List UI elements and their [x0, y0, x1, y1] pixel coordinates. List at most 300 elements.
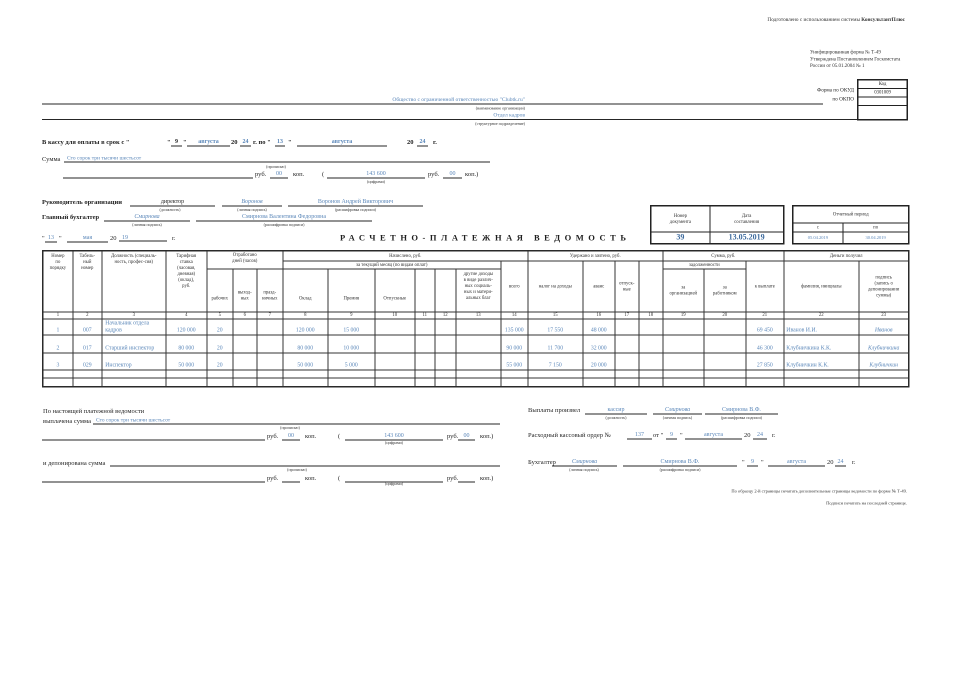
column-number: 22	[784, 312, 859, 319]
header-salary: Оклад	[283, 269, 328, 312]
column-numbers-row	[43, 312, 909, 319]
cell-amount-to-pay	[746, 378, 784, 387]
cell-bonus	[328, 370, 375, 378]
paid-digits-kop: 00	[458, 431, 475, 441]
cell-position: Начальник отдела кадров	[102, 319, 166, 335]
amount-digits-kop: 00	[443, 169, 462, 179]
period-to-label: г. по "	[253, 138, 271, 146]
cell-days-holiday	[257, 378, 283, 387]
payroll-table	[42, 250, 910, 388]
amount-words-continuation	[63, 169, 253, 179]
column-number: 1	[43, 312, 73, 319]
accountant-full-name: Смирнова В.Ф.	[623, 457, 737, 467]
cell-salary: 80 000	[283, 335, 328, 353]
organization-line	[42, 104, 823, 105]
cell-accrual-extra-2	[435, 335, 456, 353]
cell-days-worked: 20	[207, 353, 233, 370]
cash-order-day: 9	[666, 430, 677, 440]
cell-income-tax: 17 550	[528, 319, 583, 335]
kop-label: коп.	[305, 474, 317, 482]
cell-position: Инспектор	[102, 353, 166, 370]
code-header: Код	[858, 80, 908, 89]
kop-close-label: коп.)	[465, 170, 479, 178]
head-name-caption: (расшифровка подписи)	[335, 207, 376, 212]
cell-position	[102, 370, 166, 378]
header-vacation-pay: Отпускные	[375, 269, 415, 312]
cell-income-tax	[528, 370, 583, 378]
header-withheld-group: Удержано и зачтено, руб.	[528, 251, 663, 261]
cell-deduction-extra	[639, 353, 663, 370]
cell-debt-by-employee	[704, 370, 746, 378]
cell-tariff-rate	[166, 378, 207, 387]
cashier-full-name: Смирнова В.Ф.	[705, 405, 778, 415]
rub-label: руб.	[428, 170, 440, 178]
cell-days-weekend	[233, 353, 257, 370]
column-number: 2	[73, 312, 102, 319]
cell-days-holiday	[257, 353, 283, 370]
header-other-income: другие доходы в виде различ- ных социаль- ных и матери- альных благ	[456, 269, 501, 312]
okpo-label: по ОКПО	[832, 96, 854, 102]
cell-row-number	[43, 370, 73, 378]
deposited-digits-kop	[458, 473, 475, 483]
cell-recipient-signature: Клубничкина	[859, 335, 909, 353]
cell-days-worked: 20	[207, 335, 233, 353]
header-debt-by-employee: за работником	[704, 269, 746, 312]
amount-words: Сто сорок три тысячи шестьсот	[64, 154, 490, 163]
kop-close-label: коп.)	[480, 474, 494, 482]
cell-vacation-deduction	[615, 370, 639, 378]
prepared-note-text: Подготовлено с использованием системы	[767, 17, 862, 23]
cell-vacation-pay	[375, 353, 415, 370]
column-number: 13	[456, 312, 501, 319]
header-row-number: Номер по порядку	[43, 251, 73, 312]
cell-accrued-total	[501, 378, 528, 387]
reporting-period-from-label: с	[793, 223, 843, 232]
accountant-year: 24	[835, 457, 846, 467]
amount-kop: 00	[270, 169, 288, 179]
cell-days-weekend	[233, 378, 257, 387]
cell-vacation-pay	[375, 319, 415, 335]
cell-debt-by-employee	[704, 319, 746, 335]
cell-accrual-extra-2	[435, 378, 456, 387]
year-suffix: г.	[172, 234, 176, 242]
header-sum-group: Сумма, руб.	[663, 251, 784, 261]
document-box	[650, 205, 785, 245]
cell-bonus: 10 000	[328, 335, 375, 353]
year-suffix: г.	[772, 431, 776, 439]
accountant-day: 9	[747, 457, 758, 467]
cell-recipient-signature	[859, 378, 909, 387]
cell-other-income	[456, 335, 501, 353]
period-from-year: 24	[240, 137, 251, 147]
cell-vacation-deduction	[615, 319, 639, 335]
quote-mark: "	[680, 431, 683, 439]
column-number: 12	[435, 312, 456, 319]
payroll-table-body	[43, 312, 909, 387]
column-number: 23	[859, 312, 909, 319]
reporting-period-to-label: по	[843, 223, 909, 232]
cell-accrual-extra-2	[435, 353, 456, 370]
cell-accrual-extra-1	[415, 370, 435, 378]
reporting-period-to: 30.04.2019	[843, 232, 909, 244]
okud-code: 0301009	[858, 88, 908, 97]
extra-code-cell	[858, 105, 908, 120]
period-from-day: 9	[171, 137, 182, 147]
cell-advance: 20 000	[583, 353, 615, 370]
accountant-name-caption: (расшифровка подписи)	[659, 467, 701, 472]
header-vacation-deduction: отпуск- ные	[615, 261, 639, 312]
amount-words-caption: (прописью)	[266, 164, 286, 169]
cell-accrued-total: 135 000	[501, 319, 528, 335]
column-number: 17	[615, 312, 639, 319]
paren-open: (	[338, 432, 341, 440]
code-box	[857, 79, 908, 121]
cell-other-income	[456, 370, 501, 378]
paid-words-continuation	[42, 431, 265, 441]
cell-tab-number	[73, 370, 102, 378]
quote-mark: "	[42, 234, 45, 242]
form-info-line: Утверждена Постановлением Госкомстата	[810, 56, 901, 62]
table-row	[43, 353, 909, 370]
amount-label: Сумма	[42, 155, 61, 163]
cell-debt-by-employee	[704, 378, 746, 387]
cell-vacation-deduction	[615, 353, 639, 370]
header-debt-by-organization: за организацией	[663, 269, 704, 312]
accountant-signature-caption: (личная подпись)	[569, 467, 599, 472]
amount-digits: 143 600	[327, 169, 425, 179]
cell-tariff-rate: 120 000	[166, 319, 207, 335]
cashier-position: кассир	[585, 405, 647, 415]
cell-days-weekend	[233, 319, 257, 335]
organization-name: Общество с ограниченной ответственностью "Clubtk.ru"	[392, 96, 525, 103]
column-number: 19	[663, 312, 704, 319]
table-row	[43, 335, 909, 353]
accountant-signature: Смирнова	[552, 457, 617, 467]
paid-words-caption: (прописью)	[280, 425, 300, 430]
cell-recipient-name	[784, 370, 859, 378]
cell-days-weekend	[233, 335, 257, 353]
cell-debt-by-organization	[663, 370, 704, 378]
cell-row-number: 1	[43, 319, 73, 335]
cell-advance	[583, 378, 615, 387]
header-income-tax: налог на доходы	[528, 261, 583, 312]
cell-row-number: 3	[43, 353, 73, 370]
prepared-brand: КонсультантПлюс	[861, 17, 905, 23]
century-label: 20	[231, 138, 238, 146]
form-info-line: России от 05.01.2004 № 1	[810, 63, 865, 69]
paren-open: (	[322, 170, 325, 178]
rub-label: руб.	[267, 432, 279, 440]
column-number: 5	[207, 312, 233, 319]
column-number: 4	[166, 312, 207, 319]
cell-vacation-pay	[375, 370, 415, 378]
period-to-month: августа	[297, 137, 387, 147]
century-label: 20	[744, 431, 751, 439]
cell-debt-by-organization	[663, 378, 704, 387]
column-number: 20	[704, 312, 746, 319]
cash-order-number: 137	[627, 430, 652, 440]
header-recipient-signature: подпись (запись о депонировании суммы)	[859, 261, 909, 312]
header-bonus: Премия	[328, 269, 375, 312]
column-number: 6	[233, 312, 257, 319]
cell-salary: 120 000	[283, 319, 328, 335]
cell-amount-to-pay: 46 300	[746, 335, 784, 353]
quote-mark: "	[288, 138, 292, 146]
quote-mark: "	[742, 458, 745, 466]
column-number: 11	[415, 312, 435, 319]
column-number: 10	[375, 312, 415, 319]
cell-amount-to-pay: 27 850	[746, 353, 784, 370]
cell-accrual-extra-1	[415, 335, 435, 353]
cell-debt-by-organization	[663, 353, 704, 370]
cell-days-holiday	[257, 370, 283, 378]
head-full-name: Воронов Андрей Викторович	[288, 197, 423, 207]
header-current-month-group: за текущий месяц (по видам оплат)	[283, 261, 501, 269]
reporting-period-label: Отчетный период	[793, 206, 909, 223]
header-accrual-extra-2	[435, 269, 456, 312]
head-position: директор	[130, 197, 215, 207]
column-number: 7	[257, 312, 283, 319]
cell-deduction-extra	[639, 319, 663, 335]
rub-label: руб.	[447, 432, 459, 440]
cell-advance: 32 000	[583, 335, 615, 353]
deposited-words-continuation	[42, 473, 265, 483]
header-accrued-total: всего	[501, 261, 528, 312]
accountant-month: августа	[768, 457, 825, 467]
cell-debt-by-employee	[704, 353, 746, 370]
column-number: 8	[283, 312, 328, 319]
cell-tab-number: 007	[73, 319, 102, 335]
cell-recipient-signature: Клубничкин	[859, 353, 909, 370]
cash-order-date-label: от "	[653, 431, 664, 439]
accountant-label: Бухгалтер	[528, 458, 556, 466]
chief-accountant-label: Главный бухгалтер	[42, 213, 100, 221]
paren-open: (	[338, 474, 341, 482]
prepared-note	[767, 17, 905, 24]
cell-row-number: 2	[43, 335, 73, 353]
cashier-label: Выплаты произвел	[528, 406, 581, 414]
head-signature-caption: (личная подпись)	[237, 207, 267, 212]
head-label: Руководитель организации	[42, 198, 122, 206]
head-signature: Воронов	[222, 197, 282, 207]
column-number: 15	[528, 312, 583, 319]
reporting-period-from: 05.04.2019	[793, 232, 843, 244]
cell-accrued-total	[501, 370, 528, 378]
century-label: 20	[407, 138, 414, 146]
okpo-code	[858, 97, 908, 106]
header-position: Должность (специаль- ность, профес-сия)	[102, 251, 166, 312]
cell-accrual-extra-2	[435, 370, 456, 378]
rub-label: руб.	[255, 170, 267, 178]
century-label: 20	[827, 458, 834, 466]
paid-digits: 143 600	[345, 431, 443, 441]
column-number: 18	[639, 312, 663, 319]
header-deduction-extra	[639, 261, 663, 312]
organization-caption: (наименование организации)	[475, 106, 525, 111]
document-date-day: 13	[45, 233, 57, 243]
quote-mark: "	[761, 458, 764, 466]
table-row	[43, 370, 909, 378]
cash-order-year: 24	[753, 430, 767, 440]
cell-accrual-extra-2	[435, 319, 456, 335]
chief-accountant-full-name: Смирнова Валентина Федоровна	[196, 212, 372, 222]
page-title: РАСЧЕТНО-ПЛАТЕЖНАЯ ВЕДОМОСТЬ	[340, 233, 631, 243]
cell-income-tax: 11 700	[528, 335, 583, 353]
cell-other-income	[456, 353, 501, 370]
cell-accrual-extra-1	[415, 319, 435, 335]
cell-recipient-signature	[859, 370, 909, 378]
paid-kop: 00	[282, 431, 300, 441]
cell-income-tax: 7 150	[528, 353, 583, 370]
deposited-digits-caption: (цифрами)	[385, 481, 403, 486]
quote-mark: "	[167, 138, 171, 146]
cash-order-month: августа	[685, 430, 742, 440]
cell-advance	[583, 370, 615, 378]
year-suffix: г.	[433, 138, 437, 146]
chief-accountant-signature-caption: (личная подпись)	[132, 222, 162, 227]
rub-label: руб.	[267, 474, 279, 482]
cell-recipient-name	[784, 378, 859, 387]
cell-other-income	[456, 378, 501, 387]
cell-debt-by-organization	[663, 319, 704, 335]
cell-accrual-extra-1	[415, 378, 435, 387]
header-debt-group: задолженности	[663, 261, 746, 269]
deposited-words-caption: (прописью)	[287, 467, 307, 472]
cashier-position-caption: (должность)	[605, 415, 627, 420]
cell-bonus	[328, 378, 375, 387]
deposited-label: и депонирована сумма	[43, 459, 106, 467]
cell-recipient-name: Клубничкин К.К.	[784, 353, 859, 370]
period-to-day: 13	[277, 137, 283, 145]
cell-days-holiday	[257, 319, 283, 335]
cell-deduction-extra	[639, 335, 663, 353]
column-number: 21	[746, 312, 784, 319]
cell-position	[102, 378, 166, 387]
paid-digits-caption: (цифрами)	[385, 440, 403, 445]
cell-tab-number	[73, 378, 102, 387]
kop-close-label: коп.)	[480, 432, 494, 440]
document-date-year: 19	[119, 233, 167, 242]
cell-debt-by-organization	[663, 335, 704, 353]
cell-tab-number: 029	[73, 353, 102, 370]
paid-label: выплачена сумма	[43, 417, 91, 425]
form-info	[810, 49, 900, 69]
cell-accrual-extra-1	[415, 353, 435, 370]
cell-advance: 48 000	[583, 319, 615, 335]
cell-salary	[283, 378, 328, 387]
cell-days-worked	[207, 378, 233, 387]
cell-bonus: 5 000	[328, 353, 375, 370]
cell-tariff-rate	[166, 370, 207, 378]
table-row	[43, 378, 909, 387]
paid-words: Сто сорок три тысячи шестьсот	[93, 416, 500, 425]
kop-label: коп.	[293, 170, 305, 178]
cell-salary: 50 000	[283, 353, 328, 370]
cell-days-holiday	[257, 335, 283, 353]
chief-accountant-name-caption: (расшифровка подписи)	[263, 222, 305, 227]
header-days-holiday: празд- ничных	[257, 269, 283, 312]
cell-tab-number: 017	[73, 335, 102, 353]
cell-accrued-total: 55 000	[501, 353, 528, 370]
cell-days-worked	[207, 370, 233, 378]
period-from-month: августа	[187, 137, 230, 147]
footer-note: Подписи печатать на последней странице.	[826, 500, 907, 506]
form-info-line: Унифицированная форма № Т-49	[810, 49, 881, 55]
header-tariff-rate: Тарифная ставка (часовая, дневная) (оклад), руб.	[166, 251, 207, 312]
cell-deduction-extra	[639, 378, 663, 387]
cell-vacation-deduction	[615, 335, 639, 353]
document-date-label: Дата составления	[710, 206, 784, 232]
column-number: 14	[501, 312, 528, 319]
cell-bonus: 15 000	[328, 319, 375, 335]
department-line	[42, 119, 857, 120]
cell-amount-to-pay	[746, 370, 784, 378]
cell-vacation-deduction	[615, 378, 639, 387]
header-accrued-group: Начислено, руб.	[283, 251, 528, 261]
head-position-caption: (должность)	[159, 207, 181, 212]
column-number: 16	[583, 312, 615, 319]
cell-tariff-rate: 80 000	[166, 335, 207, 353]
document-date: 13.05.2019	[710, 232, 784, 244]
deposited-kop	[282, 473, 300, 483]
cell-tariff-rate: 50 000	[166, 353, 207, 370]
column-number: 3	[102, 312, 166, 319]
okud-label: Форма по ОКУД	[817, 87, 854, 93]
header-amount-to-pay: к выплате	[746, 261, 784, 312]
cashier-name-caption: (расшифровка подписи)	[721, 415, 762, 420]
header-advance: аванс	[583, 261, 615, 312]
header-accrual-extra-1	[415, 269, 435, 312]
cell-vacation-pay	[375, 335, 415, 353]
cell-salary	[283, 370, 328, 378]
cashier-signature: Смирнова	[653, 405, 702, 415]
year-suffix: г.	[852, 458, 856, 466]
department-name: Отдел кадров	[493, 112, 525, 118]
column-number: 9	[328, 312, 375, 319]
header-tab-number: Табель- ный номер	[73, 251, 102, 312]
header-received-group: Деньги получил	[784, 251, 909, 261]
cell-recipient-signature: Иванов	[859, 319, 909, 335]
rub-label: руб.	[447, 474, 459, 482]
paid-intro: По настоящей платежной ведомости	[43, 407, 145, 415]
cell-income-tax	[528, 378, 583, 387]
cell-recipient-name: Клубничкина К.К.	[784, 335, 859, 353]
department-caption: (структурное подразделение)	[475, 121, 525, 126]
footer-note: По образцу 2-й страницы печатать дополнительные страницы ведомости по форме № Т-49.	[731, 488, 907, 494]
header-recipient-name: фамилия, инициалы	[784, 261, 859, 312]
cell-debt-by-employee	[704, 335, 746, 353]
cell-days-worked: 20	[207, 319, 233, 335]
chief-accountant-signature: Смирнова	[104, 212, 190, 222]
quote-mark: "	[183, 138, 187, 146]
amount-digits-caption: (цифрами)	[367, 179, 385, 184]
period-to-year: 24	[417, 137, 428, 147]
document-date-month: мая	[67, 233, 108, 243]
reporting-period-box	[792, 205, 910, 245]
quote-mark: "	[59, 234, 62, 242]
document-number-label: Номер документа	[651, 206, 710, 232]
cell-amount-to-pay: 69 450	[746, 319, 784, 335]
cell-position: Старший инспектор	[102, 335, 166, 353]
cell-recipient-name: Иванов И.И.	[784, 319, 859, 335]
header-days-weekend: выход- ных	[233, 269, 257, 312]
cell-vacation-pay	[375, 378, 415, 387]
cell-accrued-total: 90 000	[501, 335, 528, 353]
header-days-worked: рабочих	[207, 269, 233, 312]
cell-row-number	[43, 378, 73, 387]
table-row	[43, 319, 909, 335]
document-number: 39	[651, 232, 710, 244]
